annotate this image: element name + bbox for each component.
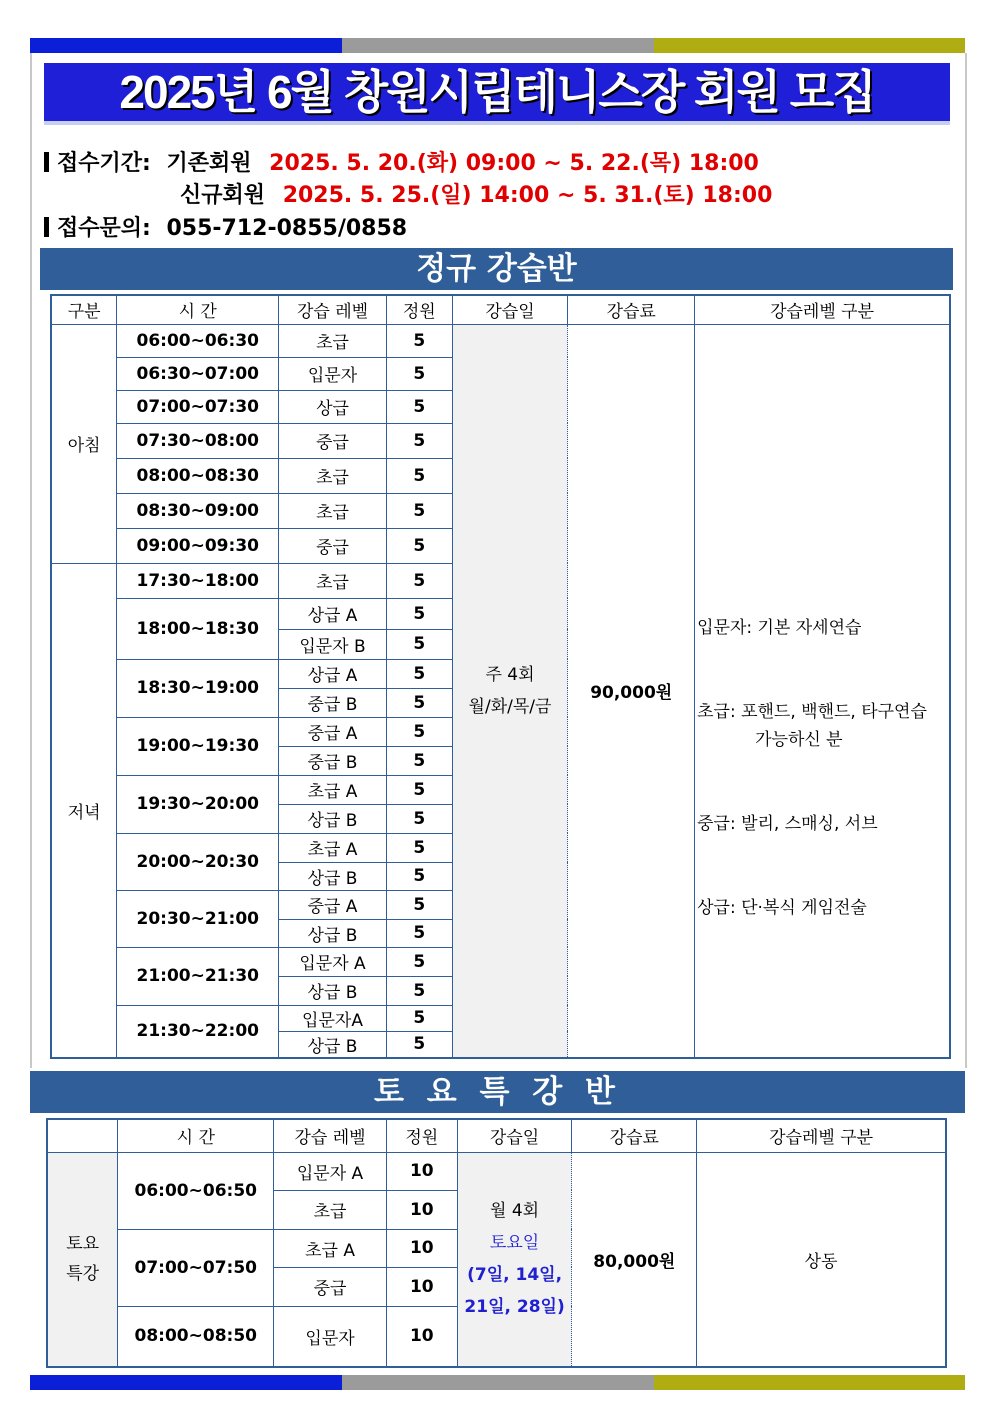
morning-label: 아침 [51, 324, 117, 563]
saturday-fee: 80,000원 [572, 1152, 697, 1367]
bottom-color-stripe [30, 1375, 965, 1390]
table-row: 상급 B 5 [51, 1031, 950, 1058]
table-row: 저녁 17:30~18:00 초급 5 [51, 563, 950, 598]
regular-days-cell: 주 4회 월/화/목/금 [452, 324, 568, 1058]
table-row: 08:30~09:00 초급 5 [51, 493, 950, 528]
reception-new: 신규회원 2025. 5. 25.(일) 14:00 ~ 5. 31.(토) 18:00 [180, 183, 773, 208]
table-row: 상급 B 5 [51, 804, 950, 833]
table-header-row: 구분 시 간 강습 레벨 정원 강습일 강습료 강습레벨 구분 [51, 295, 950, 324]
saturday-days-cell: 월 4회 토요일 (7일, 14일, 21일, 28일) [457, 1152, 572, 1367]
table-row: 초급 10 [47, 1190, 946, 1229]
saturday-class-band: 토 요 특 강 반 [30, 1071, 965, 1113]
table-row: 아침 06:00~06:30 초급 5 주 4회 월/화/목/금 90,000원 입문자: 기본 자세연습 초급: 포핸드, 백핸드, 타구연습 가능하신 분 중급: 발리, 스매싱, 서브 상급: 단·복식 게임전술 [51, 324, 950, 357]
regular-fee: 90,000원 [568, 324, 695, 1058]
table-row: 08:00~08:50 입문자 10 [47, 1306, 946, 1367]
table-row: 18:00~18:30 상급 A 5 [51, 598, 950, 629]
reception-inquiry: 접수문의: 055-712-0855/0858 [44, 211, 407, 242]
table-row: 09:00~09:30 중급 5 [51, 528, 950, 563]
table-row: 07:00~07:50 초급 A 10 [47, 1229, 946, 1267]
table-row: 08:00~08:30 초급 5 [51, 458, 950, 493]
table-row: 상급 B 5 [51, 919, 950, 947]
regular-class-table [50, 294, 951, 1059]
table-row: 입문자 B 5 [51, 629, 950, 659]
table-row: 07:00~07:30 상급 5 [51, 390, 950, 423]
top-color-stripe [30, 38, 965, 53]
table-row: 20:00~20:30 초급 A 5 [51, 833, 950, 862]
bullet-bar-icon [44, 152, 49, 172]
table-row: 18:30~19:00 상급 A 5 [51, 659, 950, 688]
saturday-class-table [46, 1118, 947, 1368]
table-header-row: 시 간 강습 레벨 정원 강습일 강습료 강습레벨 구분 [47, 1119, 946, 1152]
regular-class-band: 정규 강습반 [40, 248, 953, 290]
table-row: 19:00~19:30 중급 A 5 [51, 717, 950, 746]
reception-existing: 접수기간: 기존회원 2025. 5. 20.(화) 09:00 ~ 5. 22.(목) 18:00 [44, 146, 759, 177]
regular-level-desc: 입문자: 기본 자세연습 초급: 포핸드, 백핸드, 타구연습 가능하신 분 중급: 발리, 스매싱, 서브 상급: 단·복식 게임전술 [695, 324, 950, 1058]
table-row: 토요 특강 06:00~06:50 입문자 A 10 월 4회 토요일 (7일, 14일, 21일, 28일) 80,000원 상동 [47, 1152, 946, 1190]
table-row: 21:00~21:30 입문자 A 5 [51, 947, 950, 976]
page-title: 2025년 6월 창원시립테니스장 회원 모집 [44, 63, 950, 125]
table-row: 중급 B 5 [51, 746, 950, 775]
table-row: 중급 B 5 [51, 688, 950, 717]
table-row: 상급 B 5 [51, 862, 950, 890]
table-row: 중급 10 [47, 1267, 946, 1306]
bullet-bar-icon [44, 217, 49, 237]
table-row: 06:30~07:00 입문자 5 [51, 357, 950, 390]
table-row: 상급 B 5 [51, 976, 950, 1005]
table-row: 21:30~22:00 입문자A 5 [51, 1005, 950, 1031]
saturday-level-desc: 상동 [697, 1152, 946, 1367]
saturday-category: 토요 특강 [47, 1152, 118, 1367]
table-row: 20:30~21:00 중급 A 5 [51, 890, 950, 919]
table-row: 19:30~20:00 초급 A 5 [51, 775, 950, 804]
evening-label: 저녁 [51, 563, 117, 1058]
table-row: 07:30~08:00 중급 5 [51, 423, 950, 458]
